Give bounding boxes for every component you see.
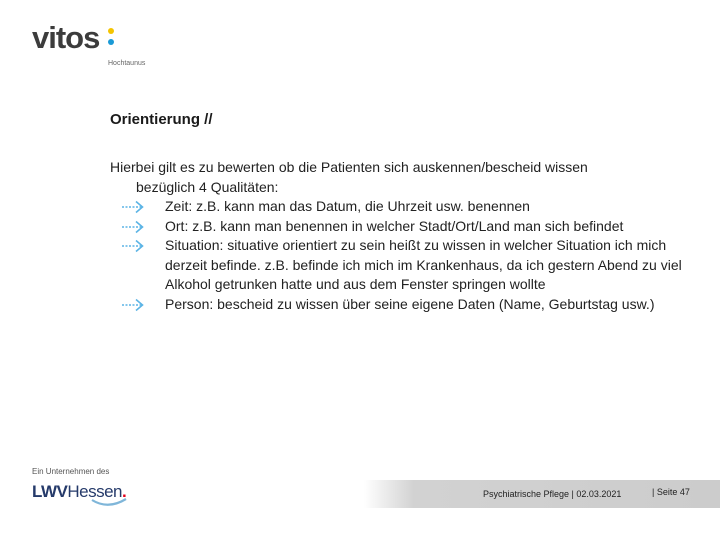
lwv-hessen-logo — [32, 467, 126, 502]
arrow-right-icon — [121, 200, 145, 214]
logo-dot-yellow — [108, 28, 114, 34]
vitos-logo — [32, 20, 146, 67]
bullet-item-zeit — [165, 197, 710, 217]
logo-subtitle: Hochtaunus — [108, 60, 146, 67]
bullet-text: Person: bescheid zu wissen über seine eigene Daten (Name, Geburtstag usw.) — [165, 295, 655, 312]
logo-wordmark: vitos — [32, 20, 100, 55]
slide-body — [110, 158, 710, 314]
bullet-item-person — [165, 295, 710, 315]
bullet-text: Situation: situative orientiert zu sein heißt zu wissen in welcher Situation ich mich derzeit befinde. z.B. befinde ich mich im Krankenhaus, da ich gestern Abend zu viel Alkohol getrunken hatte und aus dem Fenster springen wollte — [165, 237, 682, 292]
bullet-item-situation — [165, 236, 710, 295]
bullet-text: Ort: z.B. kann man benennen in welcher Stadt/Ort/Land man sich befindet — [165, 217, 624, 234]
brand-bold: LWV — [32, 482, 68, 501]
swoosh-icon — [90, 496, 130, 510]
logo-dot-blue — [108, 39, 114, 45]
arrow-right-icon — [121, 239, 145, 253]
slide-heading: Orientierung // — [110, 111, 213, 128]
brand-dot: . — [121, 482, 127, 501]
parent-company-label: Ein Unternehmen des — [32, 467, 110, 476]
bullet-text: Zeit: z.B. kann man das Datum, die Uhrzeit usw. benennen — [165, 198, 530, 214]
footer-info: Psychiatrische Pflege | 02.03.2021 — [483, 489, 622, 499]
logo-colon-dots — [108, 28, 114, 50]
arrow-right-icon — [121, 298, 145, 312]
intro-line-1: Hierbei gilt es zu bewerten ob die Patienten sich auskennen/bescheid wissen — [110, 159, 588, 175]
brand-regular: Hessen — [67, 482, 122, 501]
bullet-list — [110, 197, 710, 314]
intro-line-2: bezüglich 4 Qualitäten: — [136, 178, 279, 195]
bullet-item-ort — [165, 217, 710, 237]
page-number: | Seite 47 — [652, 487, 690, 497]
arrow-right-icon — [121, 220, 145, 234]
